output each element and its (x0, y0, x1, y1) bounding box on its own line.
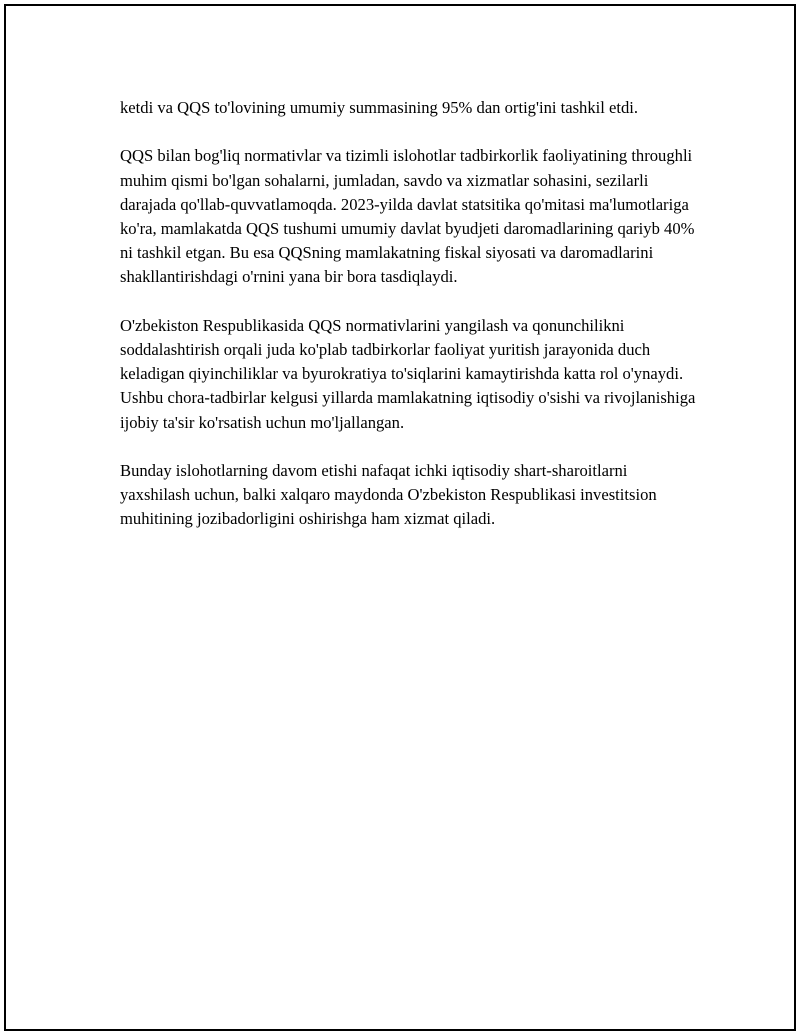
document-page (4, 4, 796, 1031)
paragraph-continuation: ketdi va QQS to'lovining umumiy summasining 95% dan ortig'ini tashkil etdi. (120, 98, 639, 117)
paragraph-investment-climate: Bunday islohotlarning davom etishi nafaqat ichki iqtisodiy shart-sharoitlarni yaxshilash uchun, balki xalqaro maydonda O'zbekiston Respublikasi investitsion muhitining jozibadorligini oshirishga ham xizmat qiladi. (120, 461, 657, 529)
document-body (120, 96, 700, 532)
paragraph-vat-reforms: QQS bilan bog'liq normativlar va tizimli islohotlar tadbirkorlik faoliyatining throughli muhim qismi bo'lgan sohalarni, jumladan, savdo va xizmatlar sohasini, sezilarli darajada qo'llab-quvvatlamoqda. 2023-yilda davlat statsitika qo'mitasi ma'lumotlariga ko'ra, mamlakatda QQS tushumi umumiy davlat byudjeti daromadlarining qariyb 40% ni tashkil etgan. Bu esa QQSning mamlakatning fiskal siyosati va daromadlarini shakllantirishdagi o'rnini yana bir bora tasdiqlaydi. (120, 146, 695, 287)
paragraph-legislation-simplification: O'zbekiston Respublikasida QQS normativlarini yangilash va qonunchilikni soddalashtirish orqali juda ko'plab tadbirkorlar faoliyat yuritish jarayonida duch keladigan qiyinchiliklar va byurokratiya to'siqlarini kamaytirishda katta rol o'ynaydi. Ushbu chora-tadbirlar kelgusi yillarda mamlakatning iqtisodiy o'sishi va rivojlanishiga ijobiy ta'sir ko'rsatish uchun mo'ljallangan. (120, 315, 696, 432)
